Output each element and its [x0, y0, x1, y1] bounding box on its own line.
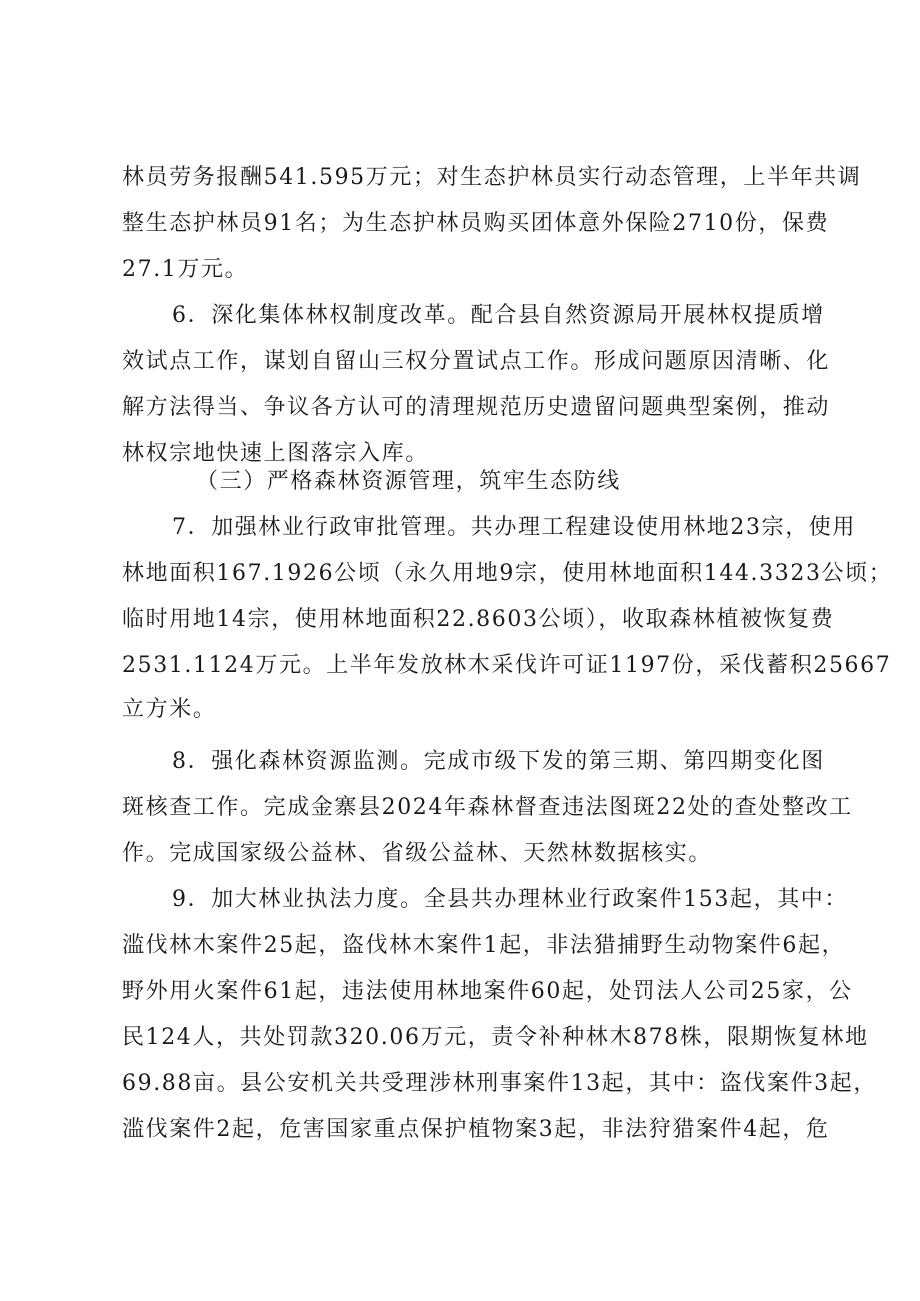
text-line: 作。完成国家级公益林、省级公益林、天然林数据核实。 — [122, 841, 713, 866]
text-line: 林权宗地快速上图落宗入库。 — [122, 441, 429, 466]
text-line: 林员劳务报酬541.595万元；对生态护林员实行动态管理，上半年共调 — [122, 165, 862, 190]
text-line: 林地面积167.1926公顷（永久用地9宗，使用林地面积144.3323公顷； — [122, 561, 893, 586]
text-line: 临时用地14宗，使用林地面积22.8603公顷），收取森林植被恢复费 — [122, 607, 835, 632]
paragraph-9-heading-line: 9．加大林业执法力度。全县共办理林业行政案件153起，其中： — [172, 887, 848, 912]
text-line: 整生态护林员91名；为生态护林员购买团体意外保险2710份，保费 — [122, 211, 830, 236]
text-line: 民124人，共处罚款320.06万元，责令补种林木878株，限期恢复林地 — [122, 1025, 869, 1050]
text-line: 27.1万元。 — [122, 257, 249, 282]
text-line: 解方法得当、争议各方认可的清理规范历史遗留问题典型案例，推动 — [122, 395, 831, 420]
paragraph-8-heading-line: 8．强化森林资源监测。完成市级下发的第三期、第四期变化图 — [172, 749, 825, 774]
text-line: 69.88亩。县公安机关共受理涉林刑事案件13起，其中：盗伐案件3起， — [122, 1071, 877, 1096]
text-line: 立方米。 — [122, 697, 217, 722]
text-line: 滥伐案件2起，危害国家重点保护植物案3起，非法狩猎案件4起，危 — [122, 1117, 830, 1142]
text-line: 野外用火案件61起，违法使用林地案件60起，处罚法人公司25家，公 — [122, 979, 853, 1004]
section-heading: （三）严格森林资源管理，筑牢生态防线 — [196, 469, 621, 494]
text-line: 滥伐林木案件25起，盗伐林木案件1起，非法猎捕野生动物案件6起， — [122, 933, 846, 958]
text-line: 斑核查工作。完成金寨县2024年森林督查违法图斑22处的查处整改工 — [122, 795, 853, 820]
text-line: 效试点工作，谋划自留山三权分置试点工作。形成问题原因清晰、化 — [122, 349, 831, 374]
text-line: 2531.1124万元。上半年发放林木采伐许可证1197份，采伐蓄积25667 — [122, 653, 892, 678]
paragraph-6-heading-line: 6．深化集体林权制度改革。配合县自然资源局开展林权提质增 — [172, 303, 825, 328]
paragraph-7-heading-line: 7．加强林业行政审批管理。共办理工程建设使用林地23宗，使用 — [172, 515, 856, 540]
